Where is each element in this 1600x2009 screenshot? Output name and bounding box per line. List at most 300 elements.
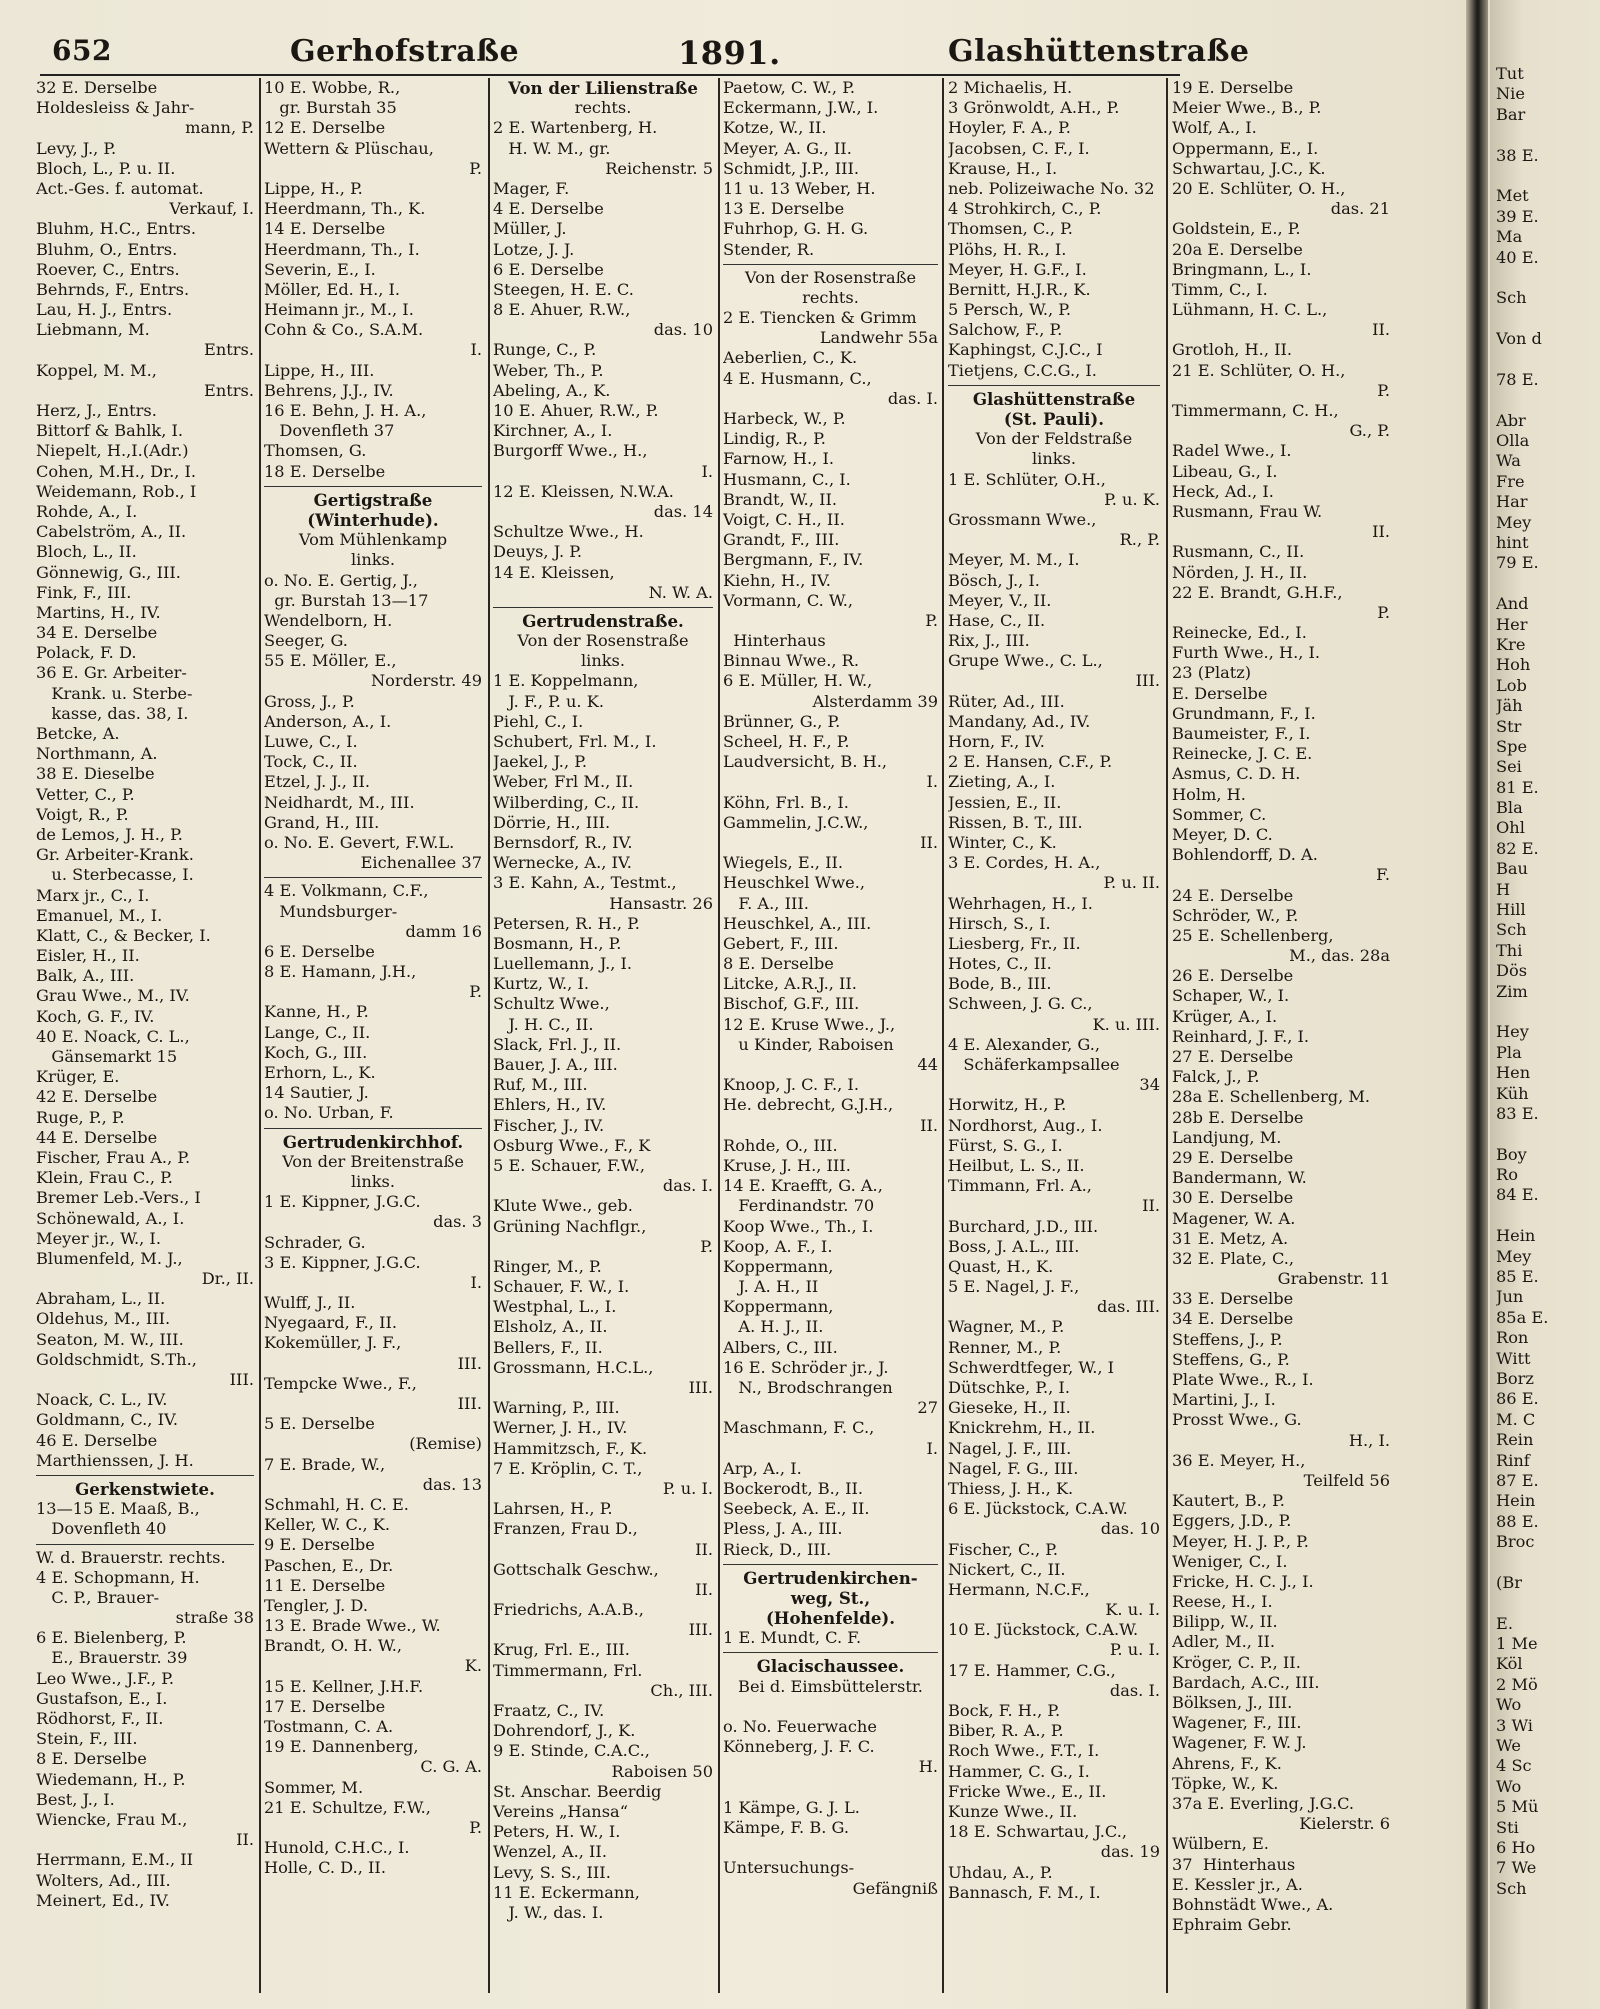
directory-entry: Kämpe, F. B. G. [723, 1817, 850, 1837]
directory-entry: Severin, E., I. [264, 259, 376, 279]
directory-entry: 36 E. Gr. Arbeiter- [36, 663, 187, 683]
directory-entry: Könneberg, J. F. C. [723, 1737, 875, 1757]
directory-entry: Balk, A., III. [36, 966, 135, 986]
directory-entry: 14 E. Kleissen, [493, 562, 615, 582]
entry-continuation: Teilfeld 56 [1303, 1470, 1390, 1490]
entry-continuation: P. u. I. [662, 1478, 713, 1498]
entry-continuation: Grabenstr. 11 [1277, 1269, 1390, 1289]
directory-entry: Wernecke, A., IV. [493, 853, 632, 873]
street-subheading: links. [350, 550, 396, 570]
directory-entry: Slack, Frl. J., II. [493, 1034, 622, 1054]
directory-entry: Mandany, Ad., IV. [948, 711, 1091, 731]
directory-entry: Dovenfleth 40 [36, 1519, 167, 1539]
facing-page-fragment: 86 E. [1496, 1389, 1539, 1409]
directory-entry: neb. Polizeiwache No. 32 [948, 178, 1155, 198]
directory-entry: Neidhardt, M., III. [264, 792, 415, 812]
directory-entry: Grotloh, H., II. [1172, 340, 1293, 360]
directory-entry: Fricke Wwe., E., II. [948, 1781, 1107, 1801]
facing-page-fragment: Ma [1496, 227, 1523, 247]
directory-entry: He. debrecht, G.J.H., [723, 1095, 894, 1115]
directory-entry: Farnow, H., I. [723, 449, 835, 469]
directory-entry: Voigt, C. H., II. [723, 509, 845, 529]
facing-page-fragment: Spe [1496, 736, 1528, 756]
entry-continuation: P. u. II. [1103, 873, 1160, 893]
facing-page-fragment: Hill [1496, 900, 1526, 920]
directory-entry: 14 E. Derselbe [264, 219, 386, 239]
entry-continuation: G., P. [1349, 421, 1390, 441]
directory-entry: N., Brodschrangen [723, 1378, 893, 1397]
directory-entry: 13 E. Derselbe [723, 199, 845, 219]
facing-page-fragment: Borz [1496, 1369, 1534, 1388]
directory-entry: Marx jr., C., I. [36, 885, 150, 905]
entry-continuation: Eichenallee 37 [360, 853, 482, 873]
directory-entry: Herrmann, E.M., II [36, 1850, 194, 1870]
directory-entry: Fink, F., III. [36, 582, 132, 602]
directory-entry: Libeau, G., I. [1172, 461, 1278, 481]
directory-entry: Sommer, C. [1172, 804, 1267, 824]
directory-entry: Koch, G., III. [264, 1042, 368, 1062]
directory-entry: Uhdau, A., P. [948, 1862, 1053, 1882]
entry-continuation: II. [236, 1830, 254, 1850]
directory-entry: Etzel, J. J., II. [264, 772, 371, 792]
directory-entry: Krug, Frl. E., III. [493, 1640, 630, 1660]
directory-entry [723, 1778, 938, 1798]
directory-entry: Pless, J. A., III. [723, 1519, 843, 1539]
directory-entry: Liebmann, M. [36, 320, 150, 340]
directory-entry: Weber, Th., P. [493, 360, 604, 380]
directory-entry: Lippe, H., III. [264, 360, 375, 380]
directory-entry: 20a E. Derselbe [1172, 239, 1303, 259]
directory-entry: Bittorf & Bahlk, I. [36, 421, 184, 441]
directory-entry: o. No. E. Gevert, F.W.L. [264, 832, 455, 852]
directory-entry: 4 E. Volkmann, C.F., [264, 881, 429, 901]
facing-page-fragment [1496, 1593, 1600, 1613]
directory-entry: Fürst, S. G., I. [948, 1135, 1063, 1155]
directory-entry: 11 E. Derselbe [264, 1575, 386, 1595]
directory-entry: Erhorn, L., K. [264, 1063, 376, 1082]
directory-entry: Friedrichs, A.A.B., [493, 1600, 644, 1620]
directory-entry: Nagel, J. F., III. [948, 1438, 1072, 1458]
directory-entry: Rohde, O., III. [723, 1135, 838, 1155]
directory-entry: 31 E. Metz, A. [1172, 1228, 1289, 1248]
facing-page-fragment: Boy [1496, 1144, 1527, 1164]
directory-entry: 44 E. Derselbe [36, 1127, 158, 1147]
directory-entry: Niepelt, H.,I.(Adr.) [36, 441, 189, 461]
directory-entry: Bloch, L., II. [36, 542, 137, 562]
directory-entry: 4 E. Derselbe [493, 199, 604, 219]
directory-entry: 34 E. Derselbe [1172, 1309, 1294, 1329]
directory-entry: 9 E. Stinde, C.A.C., [493, 1741, 650, 1761]
entry-continuation: P. u. I. [1109, 1640, 1160, 1660]
directory-entry: 36 E. Meyer, H., [1172, 1450, 1306, 1470]
directory-entry: Jacobsen, C. F., I. [948, 138, 1090, 158]
directory-entry: Brandt, W., II. [723, 489, 838, 509]
entry-continuation: N. W. A. [648, 582, 713, 602]
directory-entry: Kruse, J. H., III. [723, 1155, 851, 1175]
directory-entry: Abeling, A., K. [493, 380, 611, 400]
directory-entry: Stein, F., III. [36, 1729, 138, 1749]
directory-entry: 6 E. Jückstock, C.A.W. [948, 1499, 1128, 1519]
directory-entry: 16 E. Behn, J. H. A., [264, 401, 427, 420]
directory-entry: Thiess, J. H., K. [948, 1478, 1074, 1498]
column-rule [718, 78, 720, 1993]
directory-entry: Westphal, L., I. [493, 1297, 617, 1317]
directory-entry: Krüger, E. [36, 1067, 120, 1087]
facing-page-fragment: Dös [1496, 961, 1528, 981]
directory-entry: Holm, H. [1172, 784, 1246, 804]
street-subheading: links. [350, 1171, 396, 1191]
directory-entry: 1 E. Schlüter, O.H., [948, 469, 1106, 489]
directory-entry: Meyer, D. C. [1172, 824, 1273, 844]
directory-entry: Gieseke, H., II. [948, 1398, 1071, 1418]
directory-entry: Renner, M., P. [948, 1337, 1062, 1357]
street-heading: (St. Pauli). [1003, 409, 1105, 429]
directory-entry: Rohde, A., I. [36, 501, 138, 521]
directory-entry: Wagener, F., III. [1172, 1713, 1302, 1733]
facing-page-fragment: 38 E. [1496, 145, 1539, 165]
facing-page-fragment: H [1496, 879, 1511, 899]
entry-continuation: II. [695, 1579, 713, 1599]
directory-entry: Polack, F. D. [36, 643, 137, 663]
directory-entry: Bohnstädt Wwe., A. [1172, 1894, 1334, 1914]
directory-entry: Meier Wwe., B., P. [1172, 98, 1322, 118]
directory-entry: Bardach, A.C., III. [1172, 1672, 1320, 1692]
facing-page-fragment [1496, 390, 1600, 410]
facing-page-fragment [1496, 268, 1600, 288]
directory-entry: 32 E. Derselbe [36, 78, 158, 97]
directory-entry: Schrader, G. [264, 1232, 366, 1252]
facing-page-fragment: 6 Ho [1496, 1837, 1536, 1857]
facing-page-fragment: Mey [1496, 512, 1532, 532]
directory-entry: Anderson, A., I. [264, 711, 392, 731]
directory-entry: 19 E. Derselbe [1172, 78, 1294, 97]
directory-entry: Hase, C., II. [948, 610, 1046, 630]
facing-page-fragment: Jäh [1496, 696, 1523, 716]
directory-entry: Harbeck, W., P. [723, 409, 846, 428]
directory-entry: Grüning Nachflgr., [493, 1216, 647, 1236]
directory-entry: Cohen, M.H., Dr., I. [36, 461, 197, 481]
directory-entry: Zieting, A., I. [948, 772, 1056, 792]
directory-entry: Heuschkel Wwe., [723, 873, 865, 893]
running-head-left: Gerhofstraße [290, 34, 520, 69]
directory-entry: W. d. Brauerstr. rechts. [36, 1547, 226, 1567]
directory-entry: 8 E. Ahuer, R.W., [493, 300, 631, 320]
entry-continuation: I. [926, 772, 938, 792]
directory-entry: o. No. Feuerwache [723, 1717, 877, 1736]
directory-entry: Dörrie, H., III. [493, 812, 611, 832]
street-heading: Gerkenstwiete. [75, 1478, 215, 1499]
directory-entry: 6 E. Müller, H. W., [723, 671, 873, 691]
directory-entry: Schauer, F. W., I. [493, 1277, 630, 1297]
directory-entry: Schween, J. G. C., [948, 994, 1093, 1014]
directory-entry: Schmidt, J.P., III. [723, 158, 860, 178]
directory-entry: Herz, J., Entrs. [36, 401, 157, 420]
entry-continuation: das. 10 [1100, 1519, 1160, 1539]
directory-entry: Klatt, C., & Becker, I. [36, 925, 211, 945]
street-subheading: Von der Rosenstraße [517, 631, 689, 651]
directory-entry: Seaton, M. W., III. [36, 1329, 184, 1349]
directory-entry: Wiegels, E., II. [723, 853, 844, 873]
facing-page-fragment: 85a E. [1496, 1307, 1549, 1327]
entry-continuation: III. [457, 1394, 482, 1413]
directory-entry: Rissen, B. T., III. [948, 812, 1083, 832]
directory-entry: Luwe, C., I. [264, 732, 358, 751]
directory-entry: Stender, R. [723, 239, 815, 259]
entry-continuation: II. [695, 1539, 713, 1559]
directory-entry: Steffens, J., P. [1172, 1329, 1283, 1349]
directory-entry: Heck, Ad., I. [1172, 481, 1274, 501]
directory-entry: Krank. u. Sterbe- [36, 683, 193, 703]
directory-entry: Steffens, G., P. [1172, 1349, 1290, 1369]
entry-continuation: II. [920, 1115, 938, 1135]
directory-entry: Wiencke, Frau M., [36, 1809, 188, 1829]
directory-entry: Koppel, M. M., [36, 360, 157, 380]
entry-continuation: P. [700, 1236, 713, 1256]
directory-entry: Koop Wwe., Th., I. [723, 1216, 874, 1236]
directory-entry: Paschen, E., Dr. [264, 1555, 394, 1575]
directory-entry: Schröder, W., P. [1172, 905, 1299, 925]
directory-entry: Bannasch, F. M., I. [948, 1882, 1101, 1902]
directory-entry: E., Brauerstr. 39 [36, 1648, 188, 1668]
directory-entry: Heerdmann, Th., K. [264, 199, 426, 219]
directory-entry: 20 E. Schlüter, O. H., [1172, 178, 1346, 198]
entry-continuation: Dr., II. [201, 1269, 254, 1289]
directory-entry: Boss, J. A.L., III. [948, 1236, 1080, 1256]
directory-entry: 24 E. Derselbe [1172, 885, 1294, 905]
directory-entry: Ruge, P., P. [36, 1107, 125, 1127]
directory-entry: 1 E. Mundt, C. F. [723, 1628, 862, 1648]
directory-entry: Sommer, M. [264, 1777, 364, 1797]
directory-entry: 1 Kämpe, G. J. L. [723, 1797, 860, 1817]
section-rule [948, 381, 1160, 386]
directory-entry: Radel Wwe., I. [1172, 441, 1292, 461]
directory-entry: Grandt, F., III. [723, 530, 840, 550]
directory-entry: Wilberding, C., II. [493, 792, 640, 812]
facing-page-fragment [1496, 574, 1600, 594]
directory-entry: Bloch, L., P. u. II. [36, 158, 176, 178]
directory-entry: Litcke, A.R.J., II. [723, 974, 857, 994]
facing-page-fragment [1496, 166, 1600, 186]
directory-entry: Ringer, M., P. [493, 1256, 602, 1276]
facing-page-fragment: Bau [1496, 859, 1528, 879]
directory-entry: Lange, C., II. [264, 1022, 371, 1042]
directory-entry: o. No. E. Gertig, J., [264, 570, 418, 590]
directory-entry: 18 E. Schwartau, J.C., [948, 1822, 1128, 1842]
directory-entry: 33 E. Derselbe [1172, 1289, 1294, 1309]
column-rule [942, 78, 944, 1993]
directory-entry: 4 E. Alexander, G., [948, 1034, 1101, 1054]
entry-continuation: Landwehr 55a [819, 328, 938, 348]
directory-entry: o. No. Urban, F. [264, 1103, 394, 1123]
facing-page-fragment: Von d [1496, 329, 1542, 349]
directory-entry: Nagel, F. G., III. [948, 1458, 1079, 1478]
directory-entry: Lotze, J. J. [493, 239, 575, 259]
directory-entry: Bohlendorff, D. A. [1172, 845, 1318, 865]
directory-entry: Hoyler, F. A., P. [948, 118, 1071, 138]
directory-entry: 32 E. Plate, C., [1172, 1248, 1295, 1268]
entry-continuation: III. [1135, 671, 1160, 691]
directory-entry: Bluhm, O., Entrs. [36, 239, 178, 259]
entry-continuation: Reichenstr. 5 [605, 158, 713, 178]
directory-entry: Lau, H. J., Entrs. [36, 300, 173, 320]
directory-entry: Asmus, C. D. H. [1172, 764, 1301, 784]
directory-entry: Ehlers, H., IV. [493, 1095, 607, 1115]
directory-entry: u Kinder, Raboisen [723, 1034, 894, 1054]
directory-entry: Lindig, R., P. [723, 429, 826, 449]
facing-page-fragment: 87 E. [1496, 1470, 1539, 1490]
directory-entry: Hammitzsch, F., K. [493, 1438, 648, 1458]
entry-continuation: M., das. 28a [1289, 946, 1390, 966]
entry-continuation: straße 38 [175, 1608, 254, 1628]
directory-entry: Tengler, J. D. [264, 1595, 368, 1615]
facing-page-fragment: Broc [1496, 1532, 1535, 1552]
directory-entry: 10 E. Wobbe, R., [264, 78, 401, 97]
directory-entry: Rödhorst, F., II. [36, 1709, 164, 1728]
entry-continuation: 44 [917, 1055, 938, 1074]
facing-page-fragment: M. C [1496, 1409, 1536, 1429]
directory-entry: Reinecke, Ed., I. [1172, 623, 1307, 643]
directory-entry: Rix, J., III. [948, 631, 1030, 651]
facing-page-fragment: Wa [1496, 451, 1521, 471]
directory-entry: Heerdmann, Th., I. [264, 239, 420, 259]
entry-continuation: Gefängniß [852, 1878, 938, 1898]
directory-entry: Cohn & Co., S.A.M. [264, 320, 424, 340]
directory-entry: 21 E. Schultze, F.W., [264, 1797, 431, 1817]
directory-entry: Bode, B., III. [948, 974, 1052, 994]
directory-entry: 12 E. Derselbe [264, 118, 386, 138]
directory-entry: 2 E. Tiencken & Grimm [723, 308, 917, 328]
facing-page-fragment: 83 E. [1496, 1103, 1539, 1123]
section-rule [264, 482, 482, 487]
directory-entry: Brünner, G., P. [723, 711, 841, 731]
directory-entry: 4 E. Schopmann, H. [36, 1567, 200, 1587]
directory-entry: Petersen, R. H., P. [493, 913, 640, 933]
directory-entry: Albers, C., III. [723, 1337, 838, 1357]
directory-entry: Wagner, M., P. [948, 1317, 1065, 1337]
directory-entry: Peters, H. W., I. [493, 1822, 621, 1842]
entry-continuation: I. [470, 1272, 482, 1292]
entry-continuation: III. [688, 1620, 713, 1640]
directory-entry: Fuhrhop, G. H. G. [723, 219, 869, 239]
facing-page-fragment: Tut [1496, 64, 1524, 83]
entry-continuation: P. [1377, 380, 1390, 400]
facing-page-edge [1490, 0, 1600, 2009]
facing-page-fragment: Rein [1496, 1430, 1534, 1450]
directory-entry: Oldehus, M., III. [36, 1309, 171, 1329]
directory-entry: C. P., Brauer- [36, 1587, 160, 1607]
directory-entry: Rüter, Ad., III. [948, 691, 1065, 711]
directory-entry: Wenzel, A., II. [493, 1842, 607, 1862]
directory-entry: 27 E. Derselbe [1172, 1047, 1294, 1066]
entry-continuation: III. [457, 1353, 482, 1373]
street-subheading: links. [1031, 449, 1077, 469]
entry-continuation: P. [1377, 602, 1390, 622]
directory-entry: Bringmann, L., I. [1172, 259, 1312, 279]
directory-entry: 55 E. Möller, E., [264, 651, 397, 671]
directory-entry: 11 E. Eckermann, [493, 1882, 640, 1902]
facing-page-fragment: (Br [1496, 1572, 1522, 1592]
directory-entry: Goldschmidt, S.Th., [36, 1349, 197, 1369]
directory-entry: Meyer, M. M., I. [948, 550, 1080, 570]
entry-continuation: P. [469, 982, 482, 1002]
directory-entry: 29 E. Derselbe [1172, 1147, 1294, 1167]
facing-page-fragment: 1 Me [1496, 1634, 1538, 1654]
directory-entry: Dohrendorf, J., K. [493, 1721, 636, 1741]
section-rule [723, 1648, 938, 1653]
directory-entry: Lahrsen, H., P. [493, 1499, 613, 1519]
facing-page-fragment: Wo [1496, 1776, 1522, 1796]
directory-entry: Biber, R. A., P. [948, 1721, 1064, 1741]
directory-entry: Hinterhaus [723, 631, 826, 651]
column-rule [1166, 78, 1168, 1993]
directory-entry: Meyer, H. G.F., I. [948, 259, 1087, 279]
directory-entry: Krüger, A., I. [1172, 1006, 1278, 1026]
directory-entry: Burchard, J.D., III. [948, 1216, 1099, 1236]
directory-entry: 28b E. Derselbe [1172, 1107, 1304, 1127]
directory-entry: Bockerodt, B., II. [723, 1478, 864, 1498]
facing-page-fragment: hint [1496, 532, 1529, 552]
directory-column-5 [948, 78, 1160, 1993]
facing-page-fragment: 84 E. [1496, 1185, 1539, 1205]
section-rule [493, 603, 713, 608]
directory-entry: 25 E. Schellenberg, [1172, 925, 1334, 945]
directory-entry: Bremer Leb.-Vers., I [36, 1188, 201, 1208]
directory-entry: Fischer, C., P. [948, 1539, 1059, 1559]
book-gutter [1466, 0, 1488, 2009]
entry-continuation: F. [1376, 865, 1390, 885]
facing-page-fragment [1496, 1002, 1600, 1022]
entry-continuation: Alsterdamm 39 [812, 691, 938, 711]
directory-entry: Piehl, C., I. [493, 711, 584, 731]
directory-entry: Heilbut, L. S., II. [948, 1155, 1085, 1175]
directory-entry: Rieck, D., III. [723, 1539, 832, 1559]
directory-entry: Nordhorst, Aug., I. [948, 1115, 1103, 1135]
directory-entry: kasse, das. 38, I. [36, 703, 189, 723]
directory-entry: Behrnds, F., Entrs. [36, 279, 190, 299]
facing-page-fragment: Hey [1496, 1022, 1529, 1042]
directory-entry: Northmann, A. [36, 744, 158, 764]
facing-page-fragment: Str [1496, 716, 1522, 736]
entry-continuation: II. [1372, 522, 1390, 542]
directory-entry: Ferdinandstr. 70 [723, 1196, 875, 1216]
facing-page-fragment [1496, 125, 1600, 145]
directory-entry: Fricke, H. C. J., I. [1172, 1571, 1314, 1591]
directory-entry: Gönnewig, G., III. [36, 562, 181, 582]
directory-entry: Fraatz, C., IV. [493, 1701, 605, 1720]
directory-entry: Tempcke Wwe., F., [264, 1373, 417, 1393]
facing-page-fragment: 40 E. [1496, 247, 1539, 267]
street-heading: (Winterhude). [307, 509, 439, 530]
entry-continuation: Entrs. [204, 380, 254, 400]
directory-entry: Kröger, C. P., II. [1172, 1652, 1301, 1672]
section-rule [723, 260, 938, 265]
entry-continuation: Verkauf, I. [169, 199, 254, 219]
directory-entry: Keller, W. C., K. [264, 1515, 391, 1535]
directory-entry: Grossmann, H.C.L., [493, 1357, 654, 1377]
facing-page-fragment: 39 E. [1496, 206, 1539, 226]
directory-entry: Furth Wwe., H., I. [1172, 643, 1321, 663]
entry-continuation: III. [229, 1370, 254, 1389]
entry-continuation: (Remise) [409, 1434, 482, 1454]
directory-entry: Fischer, J., IV. [493, 1115, 605, 1135]
directory-entry: Best, J., I. [36, 1789, 115, 1809]
facing-page-fragment: Abr [1496, 410, 1526, 430]
directory-entry: Köhn, Frl. B., I. [723, 792, 849, 812]
directory-entry: Seebeck, A. E., II. [723, 1499, 870, 1519]
directory-column-3 [493, 78, 713, 1993]
directory-entry: 8 E. Derselbe [723, 954, 834, 974]
directory-entry: Töpke, W., K. [1172, 1773, 1279, 1793]
